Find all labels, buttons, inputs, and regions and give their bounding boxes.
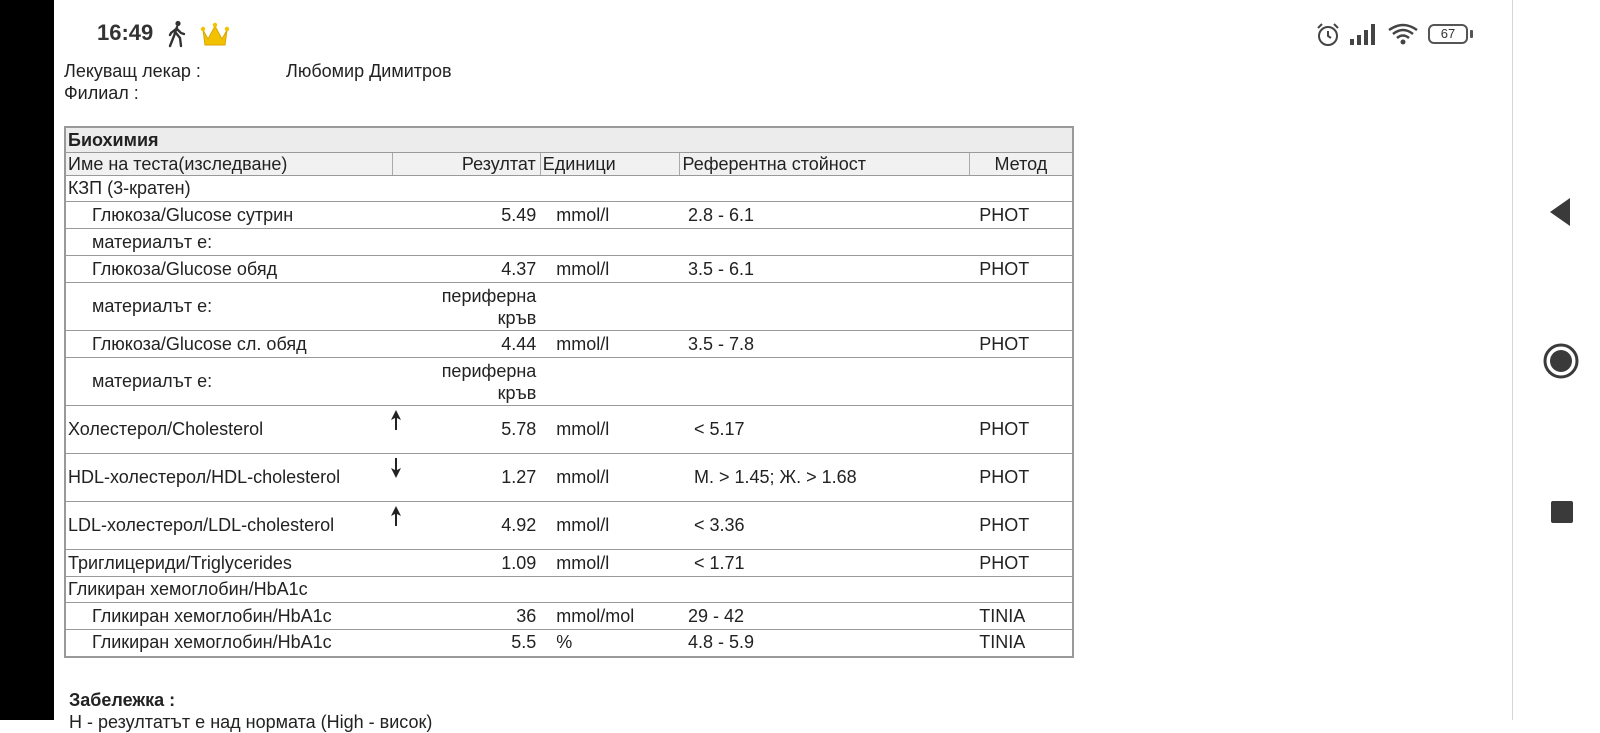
row-units: mmol/mol bbox=[540, 603, 680, 630]
row-result: 36 bbox=[393, 603, 541, 630]
recents-icon[interactable] bbox=[1549, 499, 1575, 525]
row-reference: 4.8 - 5.9 bbox=[680, 630, 969, 657]
page-right-edge bbox=[1512, 0, 1513, 720]
row-method: PHOT bbox=[969, 256, 1073, 283]
row-result-line1: периферна bbox=[441, 285, 537, 306]
row-units: mmol/l bbox=[540, 202, 680, 229]
wifi-icon bbox=[1387, 22, 1421, 46]
table-row bbox=[65, 283, 1073, 331]
row-test bbox=[65, 454, 393, 502]
row-units: mmol/l bbox=[540, 331, 680, 358]
row-reference: < 5.17 bbox=[680, 406, 969, 454]
row-method: PHOT bbox=[969, 406, 1073, 454]
table-row bbox=[65, 502, 1073, 550]
battery-icon: 67 bbox=[1428, 24, 1468, 44]
row-reference: 3.5 - 7.8 bbox=[680, 331, 969, 358]
row-result: 4.92 bbox=[393, 502, 541, 550]
row-units: mmol/l bbox=[540, 550, 680, 577]
doctor-row bbox=[64, 61, 452, 82]
row-test: Гликиран хемоглобин/HbA1c bbox=[65, 603, 393, 630]
row-method: TINIA bbox=[969, 603, 1073, 630]
doctor-label: Лекуващ лекар : bbox=[64, 61, 201, 81]
col-result: Резултат bbox=[393, 153, 541, 176]
section-header bbox=[65, 127, 1073, 153]
row-test: Глюкоза/Glucose обяд bbox=[65, 256, 393, 283]
row-test: Глюкоза/Glucose сутрин bbox=[65, 202, 393, 229]
row-test-label: LDL-холестерол/LDL-cholesterol bbox=[68, 515, 335, 535]
signal-icon bbox=[1349, 22, 1379, 46]
row-reference: 29 - 42 bbox=[680, 603, 969, 630]
table-row bbox=[65, 229, 1073, 256]
home-icon[interactable] bbox=[1542, 342, 1580, 380]
row-method: PHOT bbox=[969, 502, 1073, 550]
battery-tip bbox=[1470, 30, 1473, 38]
row-result bbox=[393, 358, 541, 406]
row-reference: М. > 1.45; Ж. > 1.68 bbox=[680, 454, 969, 502]
note-line: H - резултатът е над нормата (High - висок) bbox=[69, 712, 433, 732]
row-result: 4.44 bbox=[393, 331, 541, 358]
note-title: Забележка : bbox=[69, 690, 176, 710]
crown-icon bbox=[200, 22, 230, 48]
alarm-icon bbox=[1315, 22, 1341, 48]
table-row bbox=[65, 176, 1073, 202]
row-result: 4.37 bbox=[393, 256, 541, 283]
row-test-label: HDL-холестерол/HDL-cholesterol bbox=[68, 467, 341, 487]
col-test: Име на теста(изследване) bbox=[65, 153, 393, 176]
row-reference: 3.5 - 6.1 bbox=[680, 256, 969, 283]
row-test bbox=[65, 406, 393, 454]
row-units: mmol/l bbox=[540, 454, 680, 502]
row-result-line2: кръв bbox=[497, 382, 537, 403]
row-units: mmol/l bbox=[540, 256, 680, 283]
section-title: Биохимия bbox=[65, 127, 1073, 153]
table-row bbox=[65, 454, 1073, 502]
row-test: Гликиран хемоглобин/HbA1c bbox=[65, 577, 1073, 603]
branch-label: Филиал : bbox=[64, 83, 139, 103]
arrow-up-icon bbox=[389, 504, 403, 528]
row-test-label: Холестерол/Cholesterol bbox=[68, 419, 264, 439]
row-result bbox=[393, 283, 541, 331]
row-test: КЗП (3-кратен) bbox=[65, 176, 1073, 202]
row-test: материалът е: bbox=[65, 358, 393, 406]
arrow-down-icon bbox=[389, 456, 403, 480]
row-units: mmol/l bbox=[540, 502, 680, 550]
row-method: TINIA bbox=[969, 630, 1073, 657]
row-result: 5.78 bbox=[393, 406, 541, 454]
table-row bbox=[65, 331, 1073, 358]
arrow-up-icon bbox=[389, 408, 403, 432]
row-method: PHOT bbox=[969, 454, 1073, 502]
row-empty bbox=[540, 358, 1073, 406]
table-row bbox=[65, 406, 1073, 454]
status-time: 16:49 bbox=[97, 20, 154, 45]
table-row bbox=[65, 358, 1073, 406]
table-row bbox=[65, 550, 1073, 577]
table-row bbox=[65, 202, 1073, 229]
row-test: Триглицериди/Triglycerides bbox=[65, 550, 393, 577]
row-test: материалът е: bbox=[65, 229, 1073, 256]
col-units: Единици bbox=[540, 153, 680, 176]
row-test: Гликиран хемоглобин/HbA1c bbox=[65, 630, 393, 657]
row-units: mmol/l bbox=[540, 406, 680, 454]
row-units: % bbox=[540, 630, 680, 657]
col-method: Метод bbox=[969, 153, 1073, 176]
branch-row bbox=[64, 83, 139, 104]
table-row bbox=[65, 630, 1073, 657]
row-test bbox=[65, 502, 393, 550]
back-icon[interactable] bbox=[1546, 196, 1574, 228]
row-result: 1.09 bbox=[393, 550, 541, 577]
walk-icon bbox=[166, 20, 188, 48]
row-reference: 2.8 - 6.1 bbox=[680, 202, 969, 229]
row-result-line2: кръв bbox=[497, 307, 537, 328]
row-empty bbox=[540, 283, 1073, 331]
row-result: 5.49 bbox=[393, 202, 541, 229]
row-method: PHOT bbox=[969, 550, 1073, 577]
row-result: 5.5 bbox=[393, 630, 541, 657]
table-row bbox=[65, 577, 1073, 603]
table-row bbox=[65, 603, 1073, 630]
column-header-row bbox=[65, 153, 1073, 176]
row-reference: < 3.36 bbox=[680, 502, 969, 550]
row-method: PHOT bbox=[969, 202, 1073, 229]
row-result-line1: периферна bbox=[441, 360, 537, 381]
row-test: Глюкоза/Glucose сл. обяд bbox=[65, 331, 393, 358]
row-method: PHOT bbox=[969, 331, 1073, 358]
row-test: материалът е: bbox=[65, 283, 393, 331]
doctor-value: Любомир Димитров bbox=[286, 61, 452, 81]
lab-results-table bbox=[64, 126, 1074, 658]
col-reference: Референтна стойност bbox=[680, 153, 969, 176]
left-black-bar bbox=[0, 0, 54, 720]
table-row bbox=[65, 256, 1073, 283]
row-result: 1.27 bbox=[393, 454, 541, 502]
row-reference: < 1.71 bbox=[680, 550, 969, 577]
